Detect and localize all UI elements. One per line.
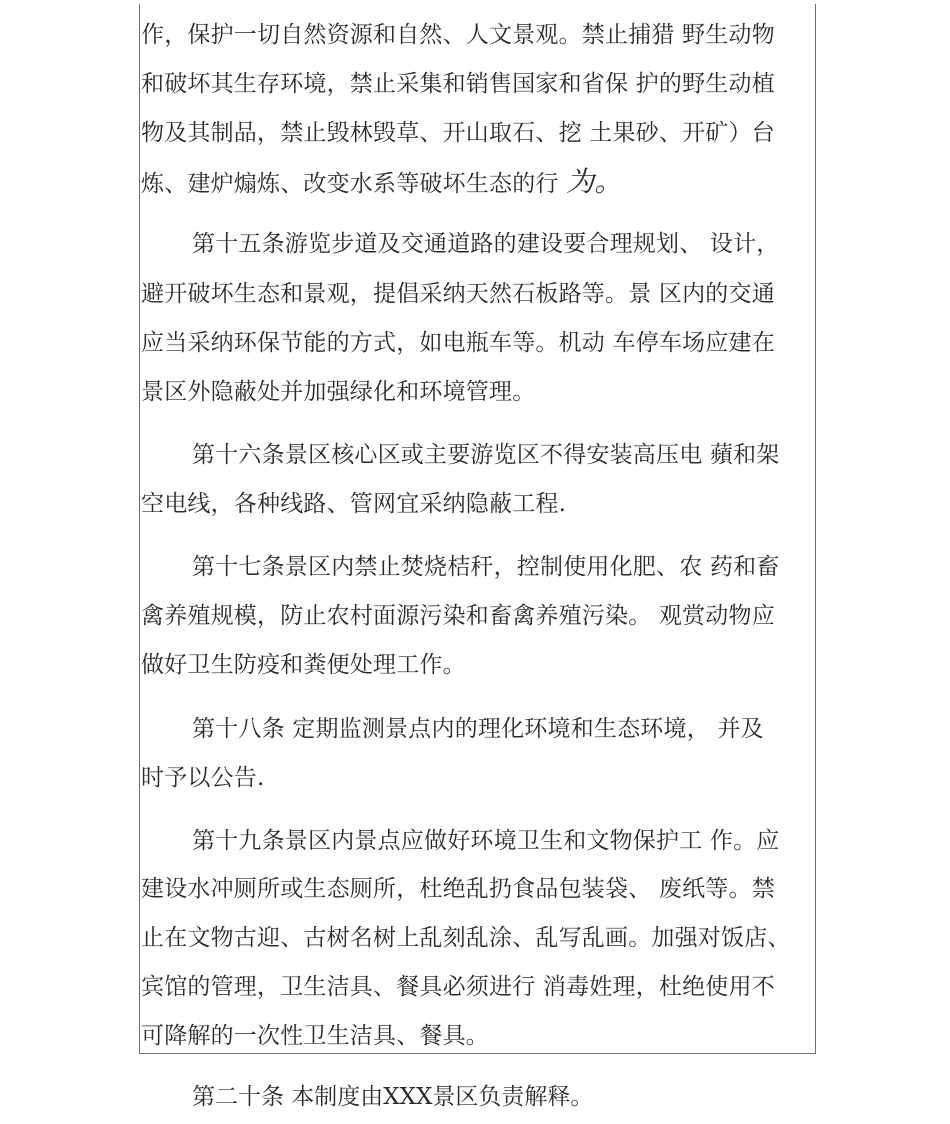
article14-line-4: [141, 164, 623, 200]
article19-line-3: 止在文物古迎、古树名树上乱刻乱涂、乱写乱画。加强对饭店、: [141, 925, 791, 951]
article18-line-1: 第十八条 定期监测景点内的理化环境和生态环境， 并及: [192, 716, 764, 742]
article15-line-3: 应当采纳环保节能的方式，如电瓶车等。机动 车停车场应建在: [141, 330, 775, 356]
handwritten-word: 为。: [566, 165, 623, 198]
article14-line-3: 物及其制品，禁止毁林毁草、开山取石、挖 土果砂、开矿）台: [141, 120, 775, 146]
article19-line-1: 第十九条景区内景点应做好环境卫生和文物保护工 作。应: [192, 828, 780, 854]
article17-line-2: 禽养殖规模，防止农村面源污染和畜禽养殖污染。 观赏动物应: [141, 603, 775, 629]
article19-line-2: 建设水冲厕所或生态厕所，杜绝乱扔食品包装袋、 废纸等。禁: [141, 876, 775, 902]
article15-line-2: 避开破坏生态和景观，提倡采纳天然石板路等。景 区内的交通: [141, 281, 775, 307]
article19-line-5: 可降解的一次性卫生洁具、餐具。: [141, 1023, 489, 1049]
article15-line-4: 景区外隐蔽处并加强绿化和环境管理。: [141, 379, 536, 405]
article17-line-1: 第十七条景区内禁止焚烧桔秆，控制使用化肥、农 药和畜: [192, 554, 780, 580]
article17-line-3: 做好卫生防疫和粪便处理工作。: [141, 652, 466, 678]
article14-line-2: 和破坏其生存环境，禁止采集和销售国家和省保 护的野生动植: [141, 71, 775, 97]
article14-line-1: 作，保护一切自然资源和自然、人文景观。禁止捕猎 野生动物: [141, 22, 775, 48]
article16-line-1: 第十六条景区核心区或主要游览区不得安装高压电 蘋和架: [192, 442, 780, 468]
article19-line-4: 宾馆的管理，卫生洁具、餐具必须进行 消毒姓理，杜绝使用不: [141, 974, 775, 1000]
article16-line-2: 空电线，各种线路、管网宜采纳隐蔽工程.: [141, 491, 567, 517]
article15-line-1: 第十五条游览步道及交通道路的建设要合理规划、 设计，: [192, 231, 780, 257]
article20-line: 第二十条 本制度由XXX景区负责解释。: [192, 1084, 594, 1110]
article14-line-4-text: 炼、建炉煽炼、改变水系等破坏生态的行: [141, 171, 559, 197]
article18-line-2: 时予以公告.: [141, 765, 265, 791]
